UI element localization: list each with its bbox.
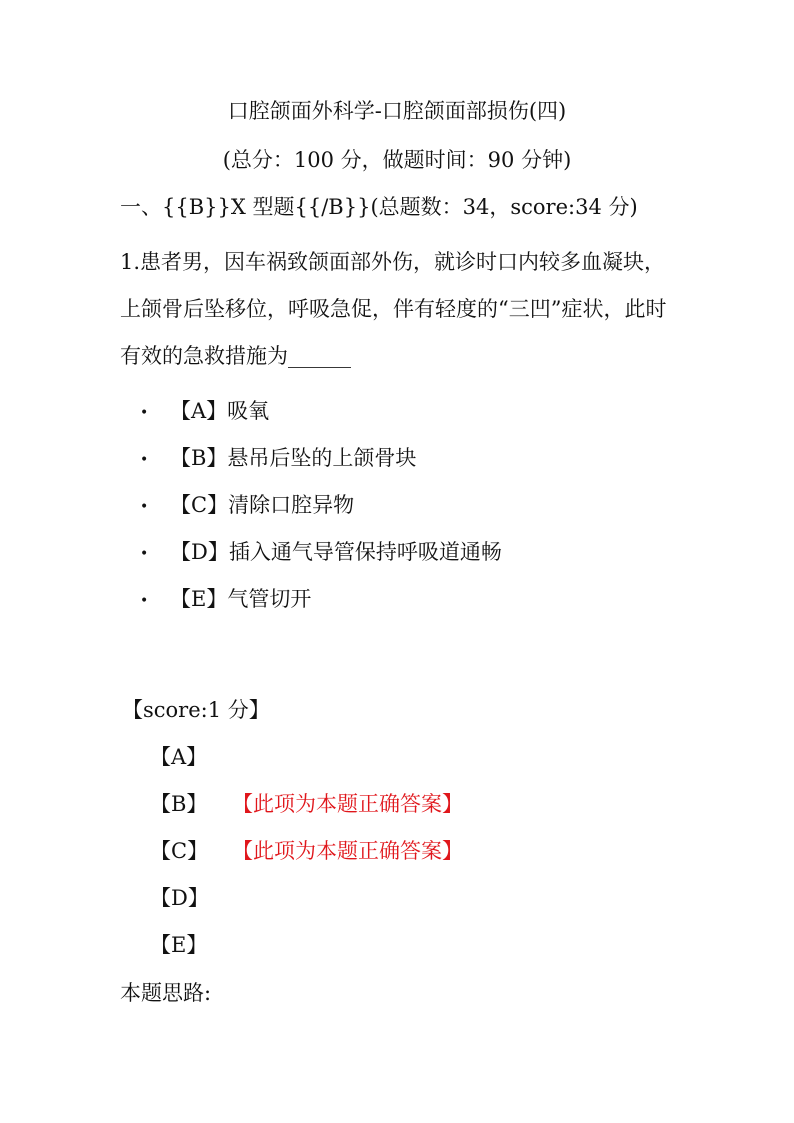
option-item <box>140 537 502 584</box>
correct-answer-mark: 【此项为本题正确答案】 <box>232 839 463 863</box>
option-item <box>140 490 502 537</box>
correct-answer-mark: 【此项为本题正确答案】 <box>232 792 463 816</box>
option-label: 【A】吸氧 <box>170 399 270 423</box>
section-header: 一、{{B}}X 型题{{/B}}(总题数：34，score:34 分) <box>120 195 638 219</box>
bullet-icon: • <box>140 452 149 468</box>
option-label: 【C】清除口腔异物 <box>170 493 355 517</box>
bullet-icon: • <box>140 593 149 609</box>
option-item <box>140 584 502 631</box>
answer-row <box>150 742 463 789</box>
option-item <box>140 396 502 443</box>
answer-letter: 【E】 <box>150 933 208 957</box>
answer-row <box>150 836 463 883</box>
option-label: 【B】悬吊后坠的上颌骨块 <box>170 446 417 470</box>
option-list <box>140 396 502 631</box>
bullet-icon: • <box>140 546 149 562</box>
score-label: 【score:1 分】 <box>122 698 270 722</box>
bullet-icon: • <box>140 405 149 421</box>
answer-letter: 【D】 <box>150 886 209 910</box>
bullet-icon: • <box>140 499 149 515</box>
document-title: 口腔颌面外科学-口腔颌面部损伤(四) <box>227 99 567 123</box>
answer-row <box>150 930 463 977</box>
option-label: 【E】气管切开 <box>170 587 312 611</box>
answer-letter: 【A】 <box>150 745 208 769</box>
option-item <box>140 443 502 490</box>
option-label: 【D】插入通气导管保持呼吸道通畅 <box>170 540 502 564</box>
answer-row <box>150 883 463 930</box>
answer-row <box>150 789 463 836</box>
question-text: 1.患者男，因车祸致颌面部外伤，就诊时口内较多血凝块，上颌骨后坠移位，呼吸急促，伴有轻度的“三凹”症状，此时有效的急救措施为______ <box>120 250 667 368</box>
answer-letter: 【B】 <box>150 792 208 816</box>
answer-letter: 【C】 <box>150 839 209 863</box>
answer-list <box>150 742 463 977</box>
document-subtitle: (总分：100 分，做题时间：90 分钟) <box>222 148 572 172</box>
thinking-label: 本题思路: <box>120 981 212 1005</box>
